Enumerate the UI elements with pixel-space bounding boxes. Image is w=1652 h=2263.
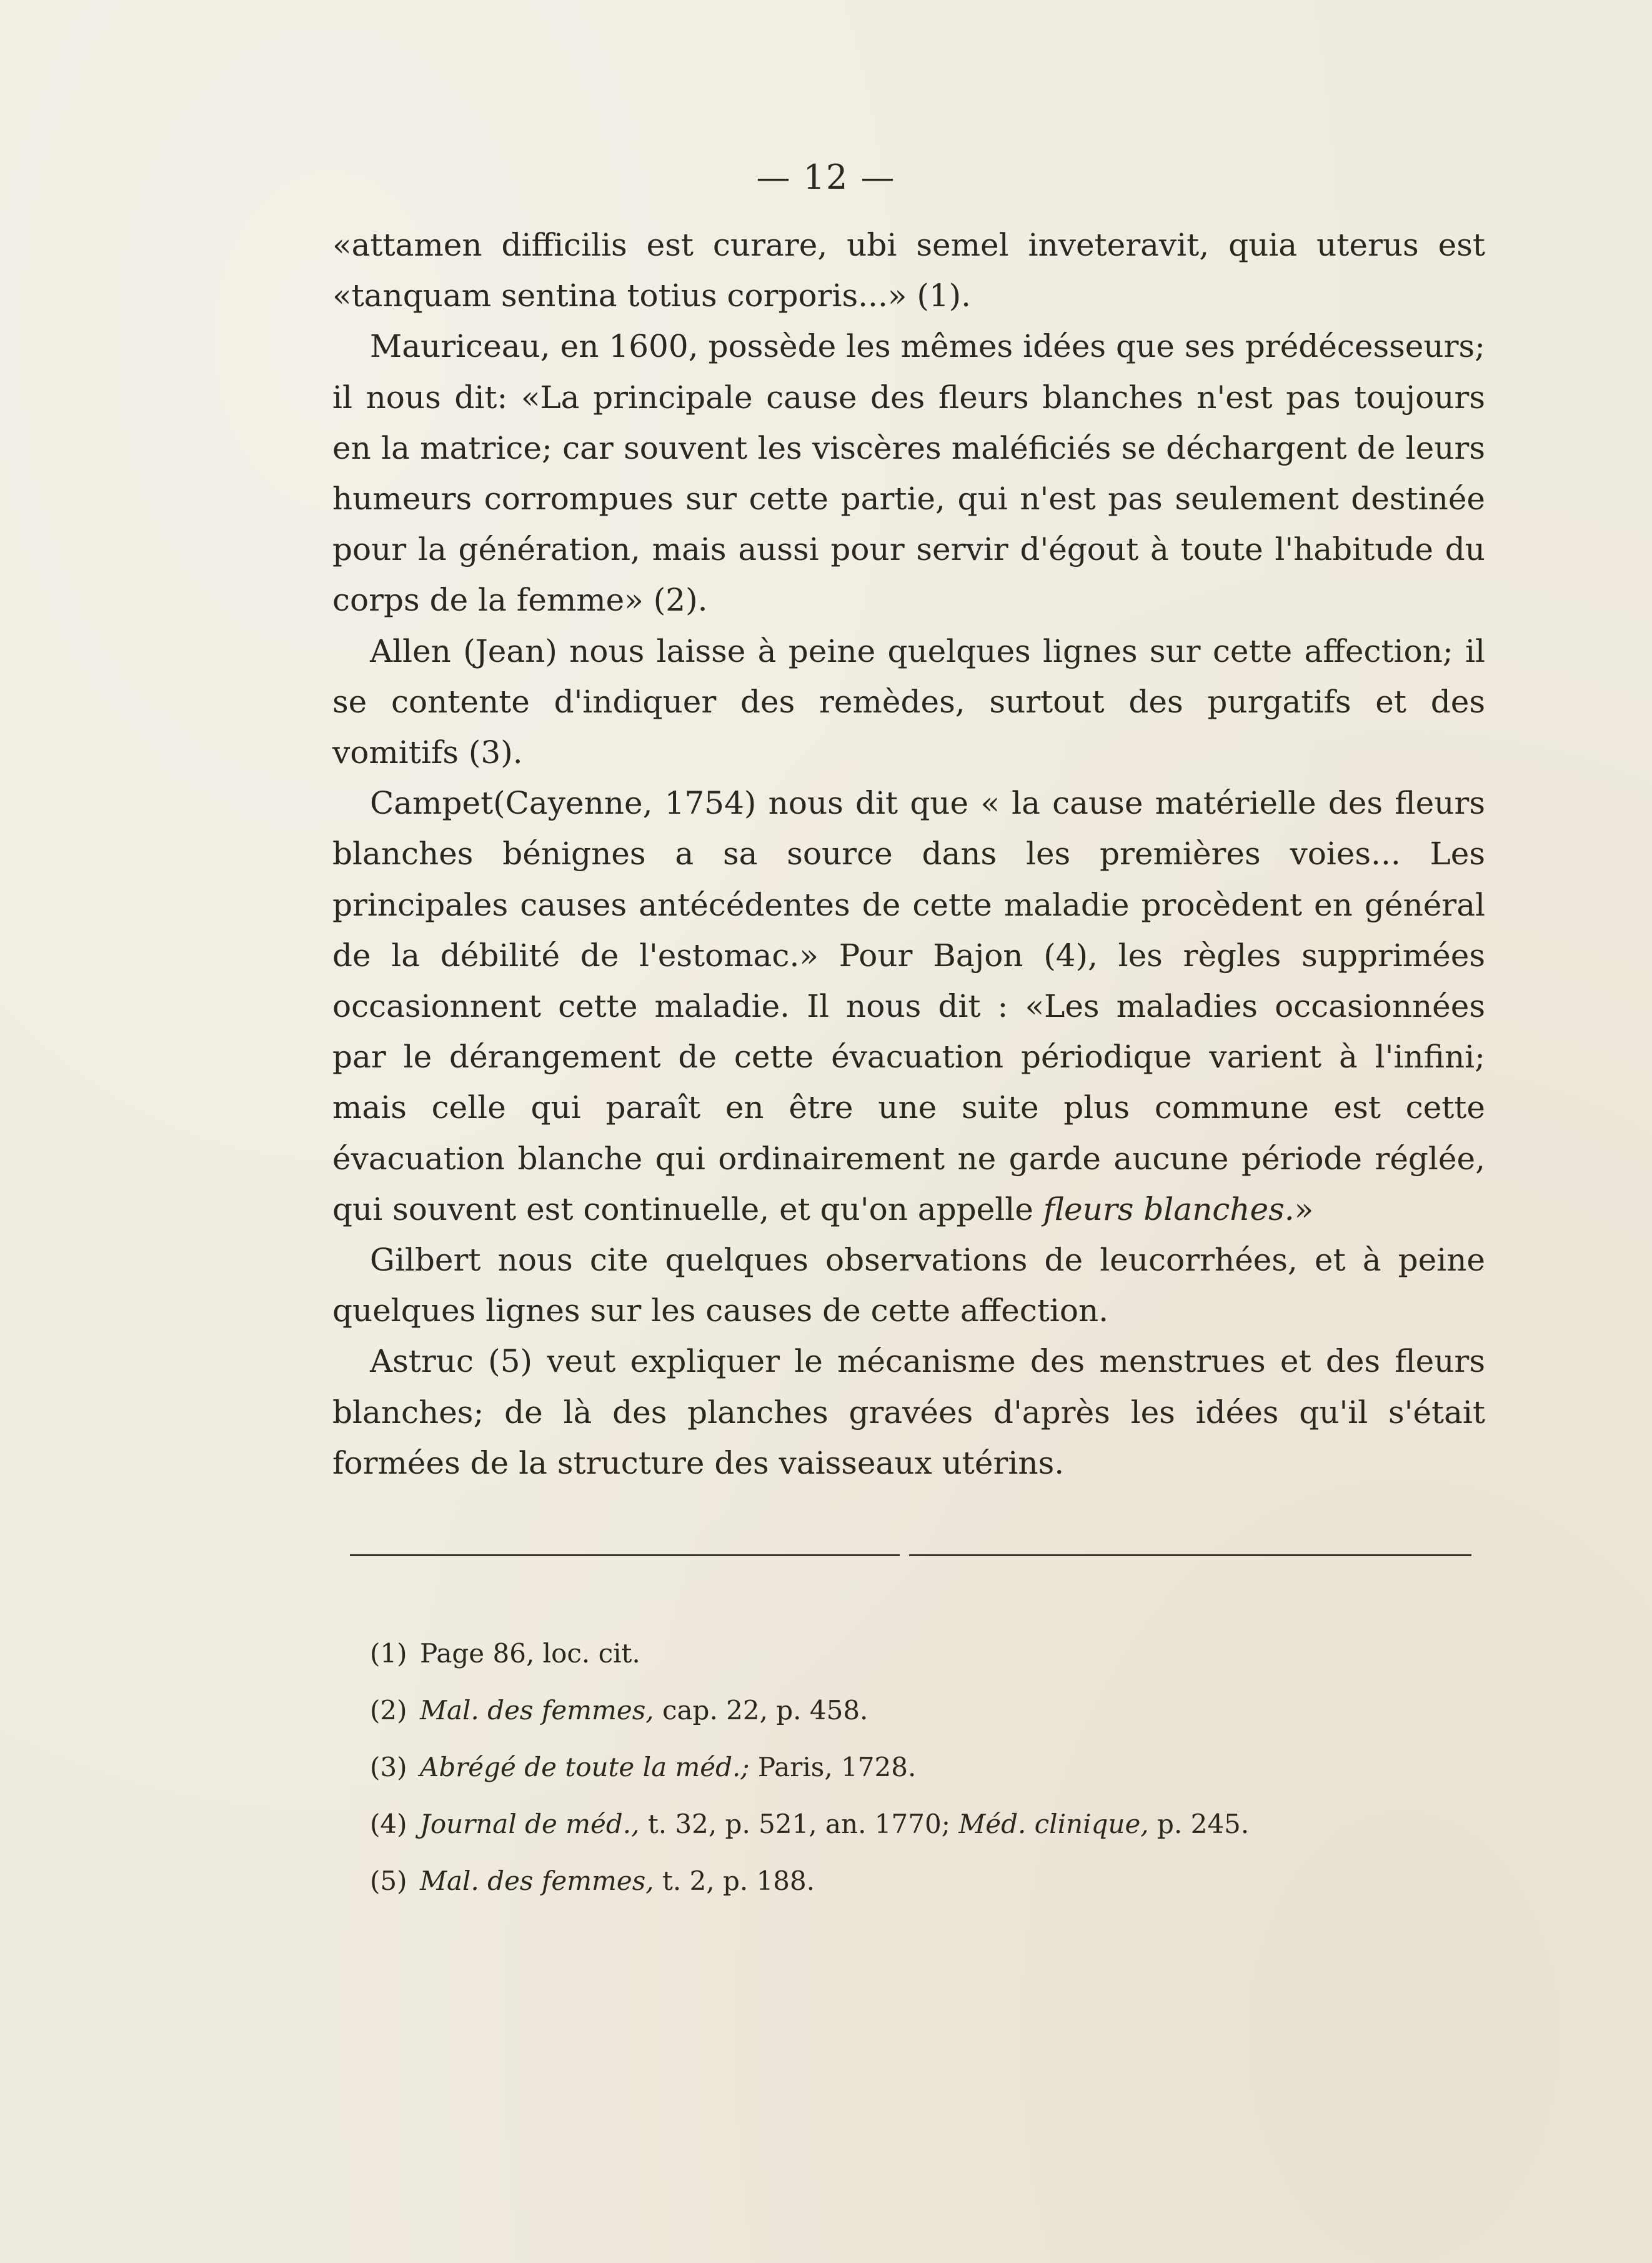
footnote-number: (3)	[370, 1752, 407, 1782]
footnote-text: Page 86, loc. cit.	[420, 1638, 640, 1669]
footnote	[370, 1625, 1370, 1682]
footnote-rule	[350, 1554, 900, 1556]
footnote-number: (4)	[370, 1809, 407, 1839]
paragraph-text: «attamen difficilis est curare, ubi semel inveteravit, quia uterus est «tanquam sentina totius corporis...» (1).	[332, 227, 1485, 314]
paragraph	[332, 778, 1485, 1235]
paragraph	[332, 1235, 1485, 1336]
paragraph-text: Astruc (5) veut expliquer le mécanisme des menstrues et des fleurs blanches; de là des planches gravées d'après les idées qu'il s'était formées de la structure des vaisseaux utérins.	[332, 1343, 1485, 1481]
footnote-text: cap. 22, p. 458.	[654, 1695, 868, 1726]
footnote	[370, 1682, 1370, 1739]
footnote-number: (5)	[370, 1866, 407, 1896]
footnote	[370, 1852, 1370, 1909]
page-number: — 12 —	[756, 157, 896, 197]
footnote-rule	[1125, 1554, 1471, 1556]
paragraph-text: Allen (Jean) nous laisse à peine quelques lignes sur cette affection; il se contente d'indiquer des remèdes, surtout des purgatifs et des vomitifs (3).	[332, 632, 1485, 771]
paragraph	[332, 321, 1485, 626]
paragraph-text: Campet(Cayenne, 1754) nous dit que « la cause matérielle des fleurs blanches bénignes a sa source dans les premières voies... Les principales causes antécédentes de cette maladie procèdent en général de la débilité de l'estomac.» Pour Bajon (4), les règles supprimées occasionnent cette maladie. Il nous dit : «Les maladies occasionnées par le dérangement de cette évacuation périodique varient à l'infini; mais celle qui paraît en être une suite plus commune est cette évacuation blanche qui ordinairement ne garde aucune période réglée, qui souvent est continuelle, et qu'on appelle	[332, 785, 1485, 1227]
paragraph-text: »	[1294, 1191, 1314, 1227]
footnote-italic-text: Mal. des femmes,	[420, 1866, 654, 1896]
paragraph-text: Gilbert nous cite quelques observations de leucorrhées, et à peine quelques lignes sur les causes de cette affection.	[332, 1242, 1485, 1329]
footnote	[370, 1796, 1370, 1852]
footnote-italic-text: Journal de méd.,	[420, 1809, 640, 1839]
italic-text: fleurs blanches.	[1043, 1191, 1295, 1227]
footnote-number: (2)	[370, 1695, 407, 1726]
footnote-italic-text: Abrégé de toute la méd.;	[420, 1752, 750, 1782]
paragraph	[332, 626, 1485, 779]
paragraph	[332, 220, 1485, 321]
footnote-text: Paris, 1728.	[749, 1752, 917, 1782]
footnote-italic-text: Méd. clinique,	[958, 1809, 1149, 1839]
paragraph	[332, 1336, 1485, 1489]
paragraph-text: Mauriceau, en 1600, possède les mêmes idées que ses prédécesseurs; il nous dit: «La principale cause des fleurs blanches n'est pas toujours en la matrice; car souvent les viscères maléficiés se déchargent de leurs humeurs corrompues sur cette partie, qui n'est pas seulement destinée pour la génération, mais aussi pour servir d'égout à toute l'habitude du corps de la femme» (2).	[332, 328, 1485, 619]
body-text	[332, 220, 1485, 1489]
footnote-rule	[909, 1554, 1128, 1556]
footnote	[370, 1739, 1370, 1796]
footnote-italic-text: Mal. des femmes,	[420, 1695, 654, 1726]
footnote-text: t. 2, p. 188.	[654, 1866, 815, 1896]
footnote-text: t. 32, p. 521, an. 1770;	[639, 1809, 959, 1839]
footnote-text: p. 245.	[1148, 1809, 1250, 1839]
footnotes	[370, 1625, 1370, 1909]
footnote-number: (1)	[370, 1638, 407, 1669]
